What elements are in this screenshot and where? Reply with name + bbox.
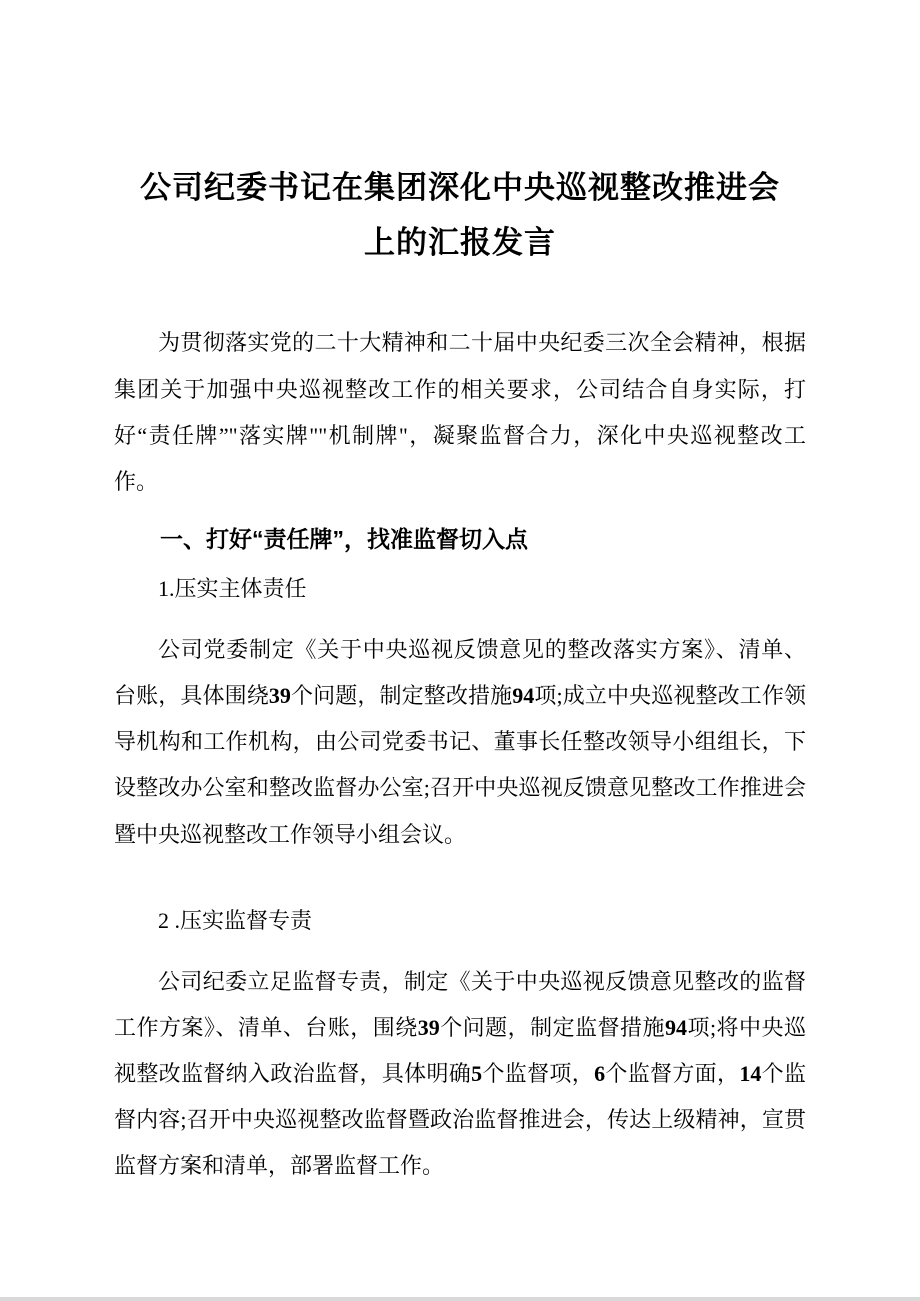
- intro-paragraph: 为贯彻落实党的二十大精神和二十届中央纪委三次全会精神，根据集团关于加强中央巡视整改工作的相关要求，公司结合自身实际，打好“责任牌”"落实牌""机制牌"，凝聚监督合力，深化中央巡视整改工作。: [114, 330, 806, 494]
- text-segment: 项;成立中央巡视整改工作领导机构和工作机构，由公司党委书记、董事长任整改领导小组组长，下设整改办公室和整改监督办公室;召开中央巡视反馈意见整改工作推进会暨中央巡视整改工作领导小组会议。: [114, 683, 806, 847]
- number-issues-39: 39: [268, 683, 291, 709]
- text-segment: 个监督方面，: [605, 1061, 740, 1087]
- text-segment: 个问题，制定整改措施: [290, 683, 513, 709]
- paragraph-main-responsibility: [114, 627, 806, 858]
- text-segment: 项;将中央巡视整改监督纳入政治监督，具体明确: [114, 1014, 806, 1087]
- text-segment: 公司纪委立足监督专责，制定《关于中央巡视反馈意见整改的监督工作方案》、清单、台账，围绕: [114, 968, 806, 1040]
- text-segment: 个问题，制定监督措施: [439, 1014, 665, 1040]
- document-title-line-2: 上的汇报发言: [364, 225, 556, 261]
- number-issues-39: 39: [417, 1014, 440, 1040]
- subheading-2: 2 .压实监督专责: [158, 907, 313, 933]
- number-measures-94: 94: [512, 683, 535, 709]
- page-bottom-edge: [0, 1297, 920, 1301]
- subheading-1: 1.压实主体责任: [158, 575, 307, 601]
- number-aspects-6: 6: [594, 1061, 606, 1087]
- document-title-line-1: 公司纪委书记在集团深化中央巡视整改推进会: [140, 170, 780, 205]
- number-contents-14: 14: [739, 1061, 762, 1087]
- number-items-5: 5: [471, 1061, 483, 1087]
- paragraph-supervision-duty: [114, 959, 806, 1190]
- section-1-heading: 一、打好“责任牌”，找准监督切入点: [160, 526, 528, 553]
- text-segment: 个监督内容;召开中央巡视整改监督暨政治监督推进会，传达上级精神，宣贯监督方案和清单，部署监督工作。: [114, 1061, 806, 1179]
- text-segment: 公司党委制定《关于中央巡视反馈意见的整改落实方案》、清单、台账，具体围绕: [114, 636, 806, 709]
- document-title: [114, 160, 806, 270]
- text-segment: 个监督项，: [482, 1061, 595, 1087]
- number-measures-94: 94: [665, 1014, 687, 1040]
